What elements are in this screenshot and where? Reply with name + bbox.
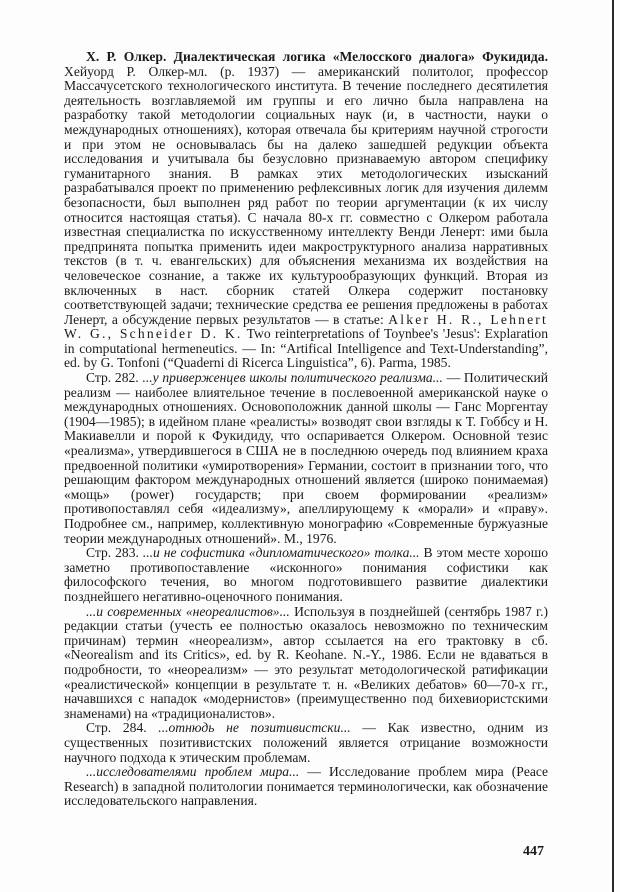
note-284-text: — Как известно, одним из существенных позитивистских положений является отрицание возможности научного подхода к этическим проблемам.: [64, 720, 548, 765]
note-284b-text: — Исследование проблем мира (Peace Research) в западной политологии понимается терминологически, как обозначение исследовательского направления.: [64, 764, 548, 809]
paragraph-intro: [64, 50, 548, 371]
note-282-text: — Политический реализм — наиболее влиятельное течение в послевоенной американской науке о международных отношениях. Основоположник данной школы — Ганс Моргентау (1904—1985); в идейном плане «реалисты» возводят свои взгляды к Т. Гоббсу и Н. Макиавелли и порой к Фукидиду, что оспаривается Олкером. Основной тезис «реализма», утвердившегося в США не в последнюю очередь под влиянием краха предвоенной политики «умиротворения» Германии, состоит в признании того, что решающим фактором международных отношений является (широко понимаемая) «мощь» (power) государств; при своем формировании «реализм» противопоставлял себя «идеализму», апеллирующему к «морали» и «праву». Подробнее см., например, коллективную монографию «Современные буржуазные теории международных отношений». М., 1976.: [64, 370, 549, 546]
note-283b-text: Используя в позднейшей (сентябрь 1987 г.) редакции статьи (учесть ее полностью оказалось невозможно по техническим причинам) термин «неореализм», автор ссылается на его трактовку в сб. «Neorealism and its Critics», ed. by R. Keohane. N.-Y., 1986. Если не вдаваться в подробности, то «неореализм» — это результат методологической ратификации «реалистической» концепции в результате т. н. «Великих дебатов» 60—70-х гг., начавшихся с нападок «модернистов» (преимущественно под бихевиористскими знаменами) на «традиционалистов».: [64, 603, 548, 721]
note-284-quote: ...отнюдь не позитивистски...: [158, 720, 351, 736]
note-282-label: Стр. 282.: [86, 370, 143, 386]
article-title: Х. Р. Олкер. Диалектическая логика «Мелосского диалога» Фукидида.: [86, 49, 548, 64]
reference-authors: Alker H. R., Lehnert W. G., Schneider D. K.: [64, 311, 549, 342]
note-283b-quote: ...и современных «неореалистов»...: [86, 603, 290, 619]
note-284b: [64, 765, 548, 809]
page-number: 447: [523, 844, 544, 859]
note-282: [64, 371, 548, 546]
note-284b-quote: ...исследователями проблем мира...: [86, 764, 300, 780]
intro-body-text: Хейуорд Р. Олкер-мл. (р. 1937) — американский политолог, профессор Массачусетского технологического института. В течение последнего десятилетия деятельность возглавляемой им группы и его лично была направлена на разработку такой методологии социальных наук (и, в частности, науки о международных отношениях), которая отвечала бы критериям научной строгости и при этом не основывалась бы на далеко зашедшей редукции объекта исследования и учитывала бы безусловно признаваемую автором специфику гуманитарного знания. В рамках этих методологических изысканий разрабатывался проект по применению рефлексивных логик для изучения дилемм безопасности, был выполнен ряд работ по теории аргументации (к их числу относится настоящая статья). С начала 80-х гг. совместно с Олкером работала известная специалистка по искусственному интеллекту Венди Ленерт: ими была предпринята попытка применить идеи макроструктурного анализа нарративных текстов (в т. ч. евангельских) для объяснения механизма их воздействия на человеческое сознание, а также их культурообразующих функций. Вторая из включенных в наст. сборник статей Олкера содержит постановку соответствующей задачи; технические средства ее решения предложены в работах Ленерт, а обсуждение первых результатов — в статье:: [64, 63, 548, 327]
note-284: [64, 721, 548, 765]
page-content: [64, 50, 548, 809]
note-283b: [64, 605, 548, 722]
note-284-label: Стр. 284.: [86, 720, 159, 736]
reference-citation: Two reinterpretations of Toynbee's 'Jesus': Explaration in computational hermeneutics. — In: “Artifical Intelligence and Text-Understanding”, ed. by G. Tonfoni (“Quaderni di Ricerca Linguistica”, 6). Parma, 1985.: [64, 326, 548, 371]
page-edge-line: [612, 0, 614, 892]
note-283-text: В этом месте хорошо заметно противопоставление «исконного» понимания софистики как философского течения, во многом подготовившего развитие диалектики позднейшего негативно-оценочного понимания.: [64, 545, 548, 604]
note-282-quote: ...у приверженцев школы политического реализма...: [142, 370, 443, 386]
note-283: [64, 546, 548, 604]
note-283-quote: ...и не софистика «дипломатического» толка...: [142, 545, 420, 561]
note-283-label: Стр. 283.: [86, 545, 143, 561]
